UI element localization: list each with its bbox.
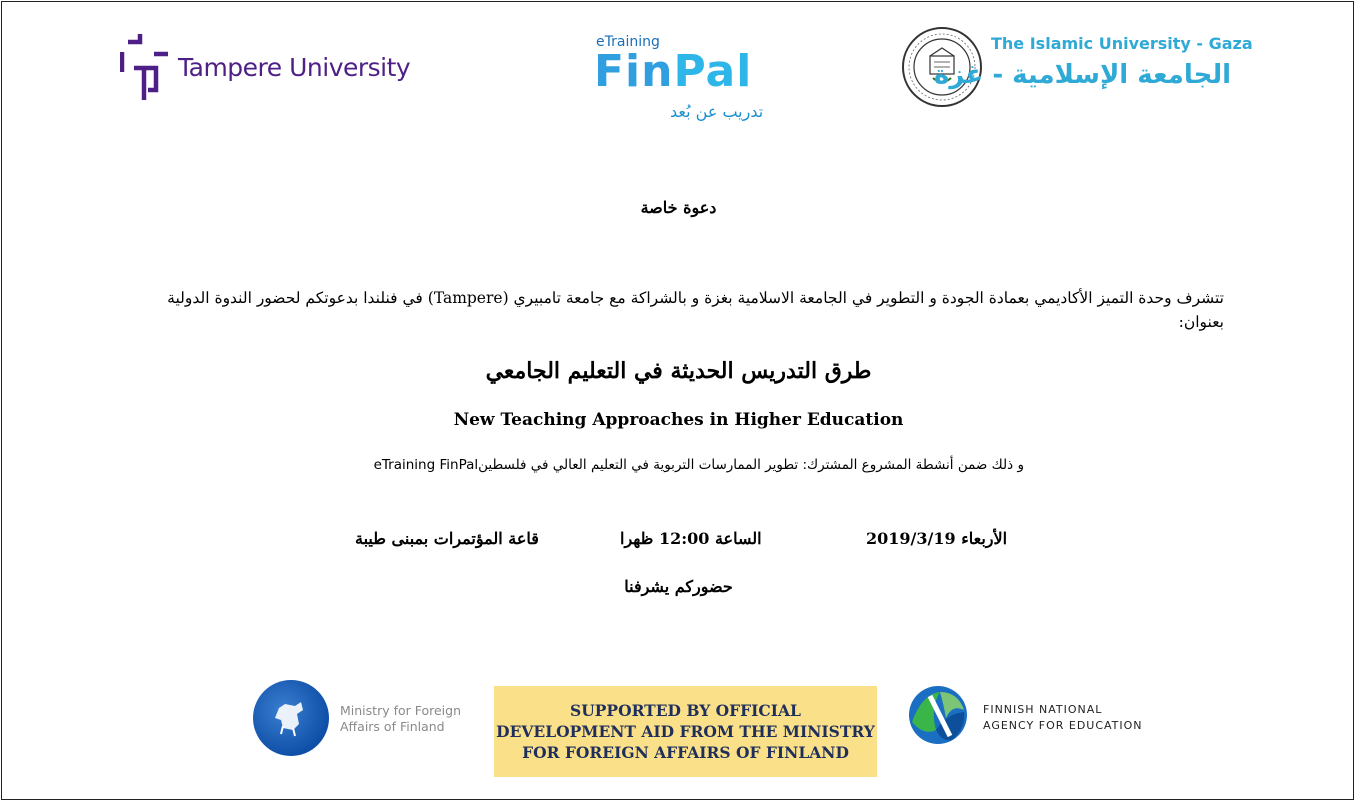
ministry-logo [251, 678, 491, 758]
finland-lion-icon [251, 678, 331, 758]
fnae-line-2: AGENCY FOR EDUCATION [983, 719, 1143, 732]
fnae-logo-icon [906, 684, 970, 746]
invitation-heading: دعوة خاصة [640, 198, 717, 217]
iug-english-name: The Islamic University - Gaza [991, 34, 1253, 53]
invitation-intro [130, 286, 1224, 334]
finpal-fin: Fin [594, 46, 674, 97]
finpal-pal: Pal [673, 46, 753, 97]
supported-line-3: FOR FOREIGN AFFAIRS OF FINLAND [522, 743, 849, 762]
event-time: الساعة 12:00 ظهرا [620, 529, 762, 548]
ministry-line-2: Affairs of Finland [340, 719, 445, 734]
tampere-logo-icon [120, 30, 172, 104]
intro-line-1: تتشرف وحدة التميز الأكاديمي بعمادة الجودة و التطوير في الجامعة الاسلامية بغزة و بالشراكة مع جامعة تامبيري (Tampere) في فنلندا بدعوتكم لحضور الندوة الدولية [167, 289, 1224, 307]
ministry-text [340, 703, 461, 735]
supported-by-box [494, 686, 877, 777]
tampere-name: Tampere University [178, 52, 411, 82]
finpal-logo [594, 34, 764, 130]
event-date: الأربعاء 2019/3/19 [866, 529, 1008, 548]
closing-line: حضوركم يشرفنا [624, 577, 733, 596]
seminar-title-arabic: طرق التدريس الحديثة في التعليم الجامعي [485, 358, 872, 384]
supported-line-2: DEVELOPMENT AID FROM THE MINISTRY [496, 722, 875, 741]
iug-arabic-name: الجامعة الإسلامية - غزة [933, 60, 1231, 90]
fnae-text [983, 702, 1143, 734]
seminar-title-english: New Teaching Approaches in Higher Education [453, 410, 904, 430]
fnae-logo [906, 684, 1143, 748]
intro-line-2: بعنوان: [1178, 313, 1224, 331]
project-line: و ذلك ضمن أنشطة المشروع المشترك: تطوير الممارسات التربوية في التعليم العالي في فلسطينeTraining FinPal [373, 457, 1024, 473]
event-venue: قاعة المؤتمرات بمبنى طيبة [355, 529, 539, 548]
finpal-arabic: تدريب عن بُعد [670, 102, 764, 121]
fnae-line-1: FINNISH NATIONAL [983, 703, 1103, 716]
finpal-wordmark [594, 46, 752, 97]
tampere-logo [120, 30, 410, 104]
ministry-line-1: Ministry for Foreign [340, 703, 462, 718]
supported-line-1: SUPPORTED BY OFFICIAL [570, 701, 801, 720]
finpal-etraining: eTraining [596, 34, 660, 50]
